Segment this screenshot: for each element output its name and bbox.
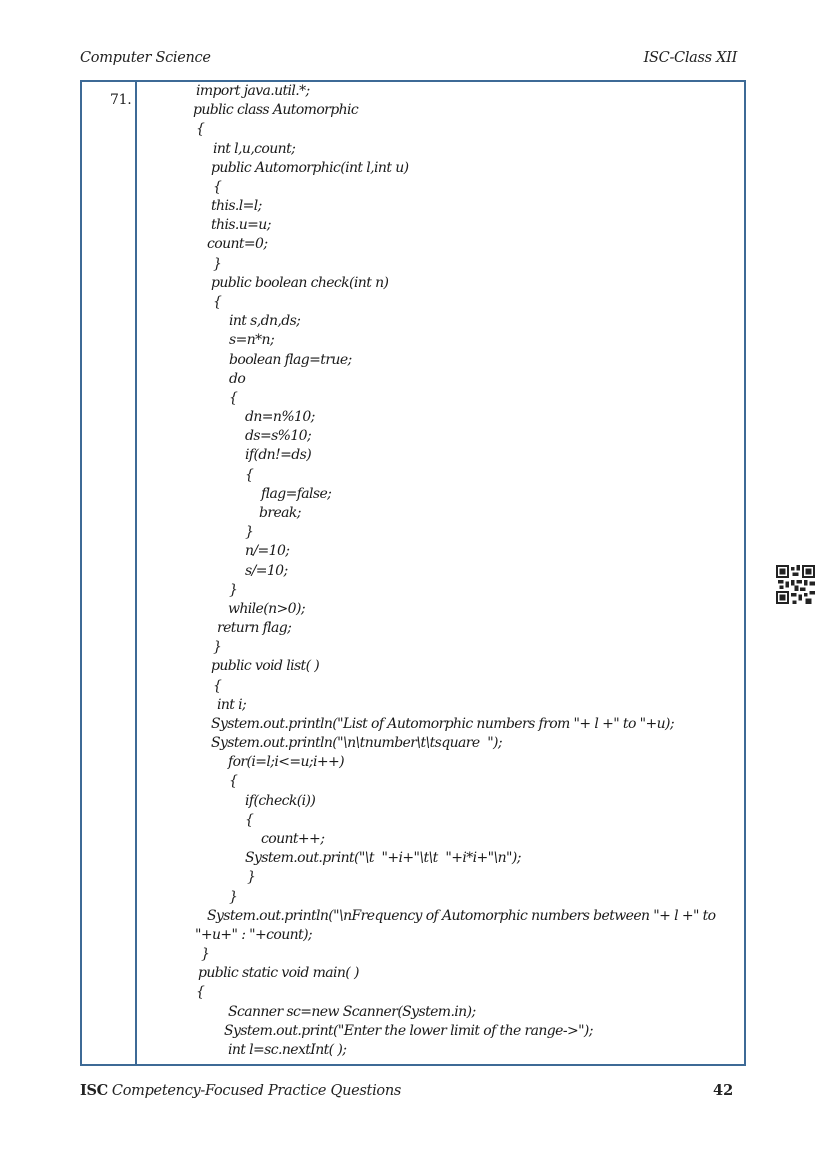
code-line: do (229, 370, 246, 387)
code-line: while(n>0); (228, 600, 305, 617)
header-subject: Computer Science (80, 50, 211, 66)
code-line: } (245, 524, 254, 541)
code-line: for(i=l;i<=u;i++) (228, 754, 345, 771)
page-number: 42 (713, 1082, 734, 1099)
footer-title (80, 1082, 401, 1099)
code-line: count=0; (207, 236, 268, 253)
code-line: Scanner sc=new Scanner(System.in); (228, 1003, 476, 1020)
code-line: this.l=l; (211, 198, 262, 215)
code-line: { (196, 121, 205, 138)
code-line: s=n*n; (229, 332, 275, 349)
code-line: { (229, 773, 238, 790)
code-line: { (196, 984, 205, 1001)
code-line: { (213, 293, 222, 310)
code-line: System.out.println("\n\tnumber\t\tsquare "); (211, 735, 503, 752)
footer-brand: ISC (80, 1082, 108, 1099)
code-line: int s,dn,ds; (229, 313, 301, 330)
code-line: } (247, 869, 256, 886)
question-number: 71. (110, 92, 132, 108)
code-line: } (213, 639, 222, 656)
code-line: System.out.print("\t "+i+"\t\t "+i*i+"\n"); (245, 850, 521, 867)
code-line: } (201, 946, 210, 963)
code-line: import java.util.*; (196, 83, 310, 99)
code-line: { (245, 811, 254, 828)
code-line: } (229, 888, 238, 905)
qr-code-icon[interactable] (776, 565, 815, 604)
code-line: ds=s%10; (245, 428, 312, 445)
code-line: break; (259, 504, 301, 521)
code-line: { (213, 677, 222, 694)
code-line: "+u+" : "+count); (195, 926, 313, 943)
code-line: } (229, 581, 238, 598)
code-line: int l,u,count; (213, 140, 296, 157)
code-line: System.out.println("List of Automorphic numbers from "+ l +" to "+u); (211, 715, 674, 732)
code-line: System.out.print("Enter the lower limit of the range->"); (224, 1022, 593, 1039)
code-line: return flag; (217, 620, 292, 637)
code-line: flag=false; (261, 485, 332, 502)
code-line: public class Automorphic (193, 102, 359, 119)
code-line: s/=10; (245, 562, 288, 579)
code-line: public void list( ) (211, 658, 320, 675)
code-line: int i; (217, 696, 247, 713)
code-line: if(check(i)) (245, 792, 316, 809)
code-line: if(dn!=ds) (245, 447, 312, 464)
code-line: System.out.println("\nFrequency of Automorphic numbers between "+ l +" to (207, 907, 716, 924)
code-line: } (213, 255, 222, 272)
code-line: { (213, 178, 222, 195)
code-line: this.u=u; (211, 217, 271, 234)
code-line: count++; (261, 831, 325, 848)
header-class: ISC-Class XII (643, 50, 737, 66)
code-line: dn=n%10; (245, 409, 315, 426)
code-line: { (245, 466, 254, 483)
code-line: public boolean check(int n) (211, 274, 389, 291)
code-line: n/=10; (245, 543, 290, 560)
code-line: public static void main( ) (198, 965, 359, 982)
code-line: boolean flag=true; (229, 351, 352, 368)
code-line: { (229, 389, 238, 406)
footer-book-title: Competency-Focused Practice Questions (111, 1083, 402, 1099)
code-line: int l=sc.nextInt( ); (228, 1042, 347, 1058)
code-line: public Automorphic(int l,int u) (211, 159, 409, 176)
question-column-divider (135, 80, 137, 1066)
